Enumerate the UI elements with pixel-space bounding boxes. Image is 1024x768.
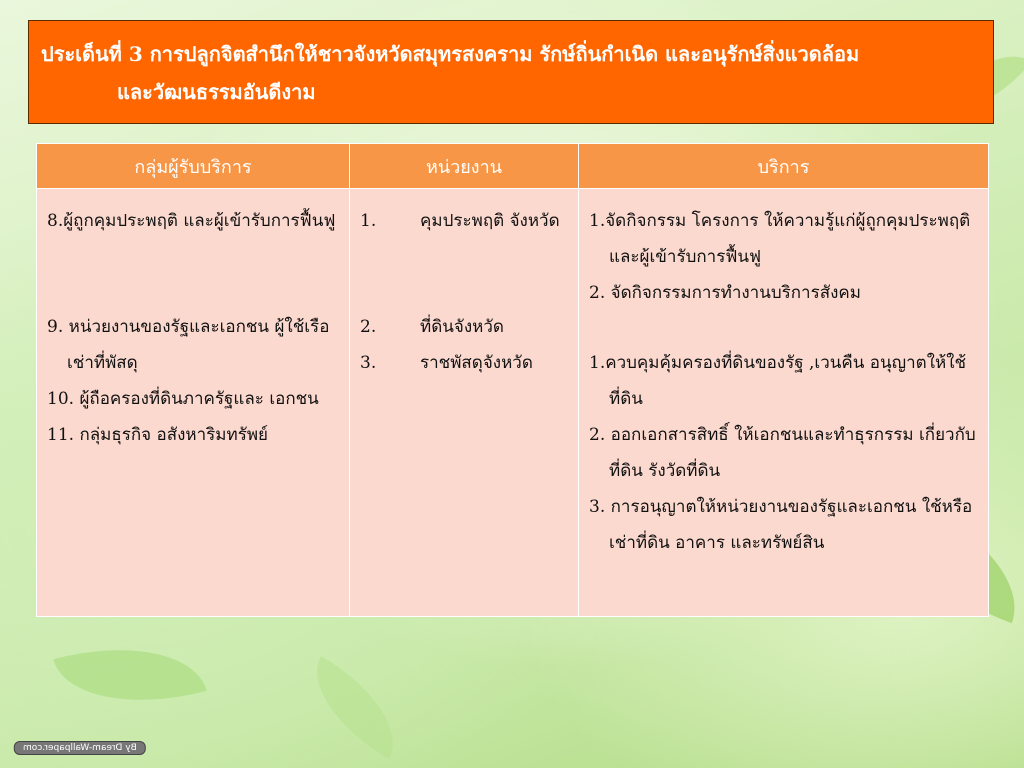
wallpaper-credit: By Dream-Wallpaper.com <box>14 741 146 755</box>
service-table <box>36 143 989 617</box>
agency-name: ราชพัสดุจังหวัด <box>420 353 533 373</box>
list-item: 1.ควบคุมคุ้มครองที่ดินของรัฐ ,เวนคืน อนุญาตให้ใช้ที่ดิน <box>589 353 967 409</box>
list-item: 8.ผู้ถูกคุมประพฤติ และผู้เข้ารับการฟื้นฟู <box>47 211 336 231</box>
list-number: 2. <box>360 317 377 337</box>
agency-name: คุมประพฤติ จังหวัด <box>420 211 560 231</box>
title-line-1: ประเด็นที่ 3 การปลูกจิตสำนึกให้ชาวจังหวัดสมุทรสงคราม รักษ์ถิ่นกำเนิด และอนุรักษ์สิ่งแวดล้อม <box>41 42 860 66</box>
services-cell <box>579 189 989 617</box>
table-header-row <box>37 144 989 189</box>
list-item: 9. หน่วยงานของรัฐและเอกชน ผู้ใช้เรือเช่าที่พัสดุ <box>47 317 330 373</box>
list-item <box>360 309 568 345</box>
table-row <box>37 189 989 617</box>
header-agency: หน่วยงาน <box>350 144 579 189</box>
agency-cell <box>350 189 579 617</box>
list-number: 1. <box>360 211 377 231</box>
list-item: 3. การอนุญาตให้หน่วยงานของรัฐและเอกชน ใช้หรือเช่าที่ดิน อาคาร และทรัพย์สิน <box>589 497 973 553</box>
agency-name: ที่ดินจังหวัด <box>420 317 504 337</box>
slide-title <box>28 20 994 124</box>
list-item: 11. กลุ่มธุรกิจ อสังหาริมทรัพย์ <box>47 425 268 445</box>
list-item: 1.จัดกิจกรรม โครงการ ให้ความรู้แก่ผู้ถูกคุมประพฤติและผู้เข้ารับการฟื้นฟู <box>589 211 971 267</box>
recipients-cell <box>37 189 350 617</box>
decorative-leaf <box>53 623 206 727</box>
list-number: 3. <box>360 353 377 373</box>
list-item <box>360 345 568 381</box>
list-item: 10. ผู้ถือครองที่ดินภาครัฐและ เอกชน <box>47 389 319 409</box>
list-item <box>360 203 568 239</box>
list-item: 2. ออกเอกสารสิทธิ์ ให้เอกชนและทำธุรกรรม เกี่ยวกับที่ดิน รังวัดที่ดิน <box>589 425 976 481</box>
header-service-recipients: กลุ่มผู้รับบริการ <box>37 144 350 189</box>
header-services: บริการ <box>579 144 989 189</box>
title-line-2: และวัฒนธรรมอันดีงาม <box>117 80 316 104</box>
decorative-leaf <box>294 656 417 759</box>
list-item: 2. จัดกิจกรรมการทำงานบริการสังคม <box>589 283 861 303</box>
